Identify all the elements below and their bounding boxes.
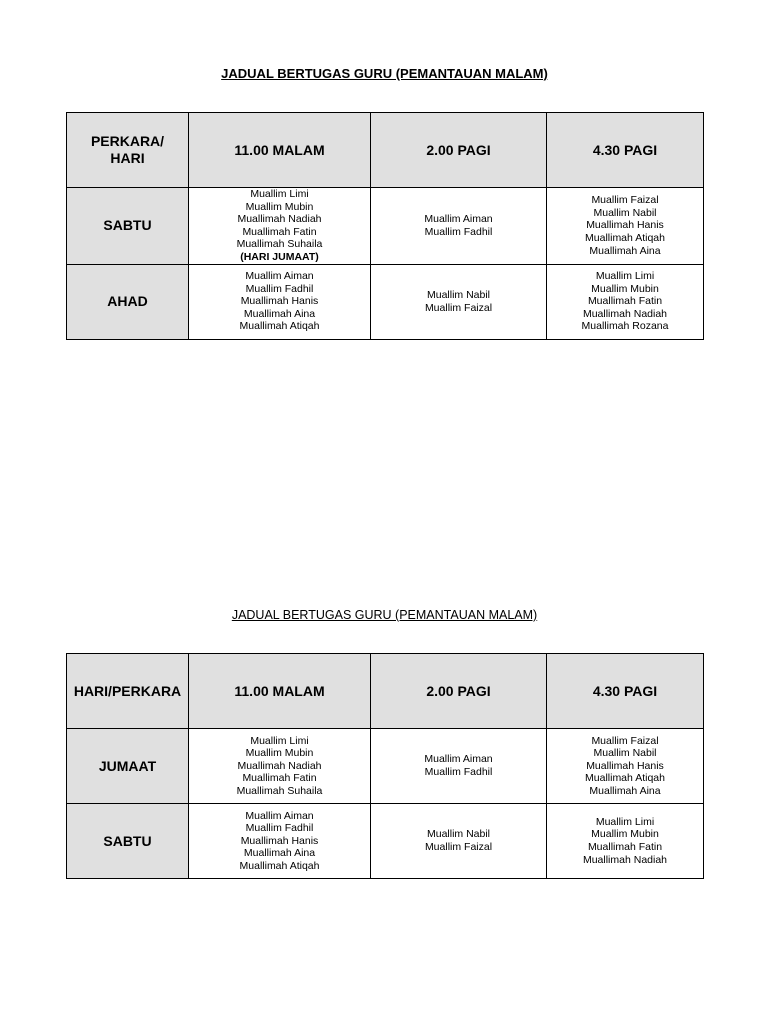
teacher-name: Muallimah Hanis bbox=[586, 759, 664, 772]
teacher-name: Muallim Mubin bbox=[245, 747, 314, 760]
teacher-name: Muallim Faizal bbox=[591, 734, 659, 747]
schedule-2-header-slot-2: 2.00 PAGI bbox=[371, 654, 547, 729]
teacher-name: Muallim Fadhil bbox=[245, 822, 314, 835]
duty-cell bbox=[371, 188, 547, 265]
duty-cell bbox=[371, 804, 547, 879]
schedule-2-header-slot-1: 11.00 MALAM bbox=[189, 654, 371, 729]
teacher-name: Muallimah Nadiah bbox=[582, 853, 668, 866]
schedule-1-title: JADUAL BERTUGAS GURU (PEMANTAUAN MALAM) bbox=[221, 66, 548, 81]
teacher-name: Muallim Limi bbox=[250, 188, 309, 200]
teacher-name: Muallim Aiman bbox=[424, 213, 493, 226]
schedule-2-header-slot-3: 4.30 PAGI bbox=[547, 654, 704, 729]
duty-cell bbox=[189, 188, 371, 265]
teacher-name: Muallim Fadhil bbox=[245, 282, 314, 295]
table-row bbox=[67, 264, 704, 339]
schedule-1-table bbox=[66, 112, 704, 340]
teacher-name: Muallimah Aina bbox=[243, 307, 316, 320]
table-row bbox=[67, 804, 704, 879]
duty-cell bbox=[547, 264, 704, 339]
schedule-1-header-slot-2: 2.00 PAGI bbox=[371, 113, 547, 188]
teacher-name: Muallim Nabil bbox=[426, 288, 490, 301]
teacher-name: Muallim Limi bbox=[595, 815, 655, 828]
teacher-name: Muallim Aiman bbox=[424, 753, 493, 766]
duty-cell bbox=[547, 804, 704, 879]
duty-cell bbox=[371, 729, 547, 804]
note-hari-jumaat: (HARI JUMAAT) bbox=[240, 250, 319, 263]
duty-cell bbox=[371, 264, 547, 339]
teacher-name: Muallim Nabil bbox=[593, 206, 657, 219]
duty-cell bbox=[189, 729, 371, 804]
teacher-name: Muallimah Hanis bbox=[240, 295, 319, 308]
table-row bbox=[67, 188, 704, 265]
teacher-name: Muallimah Aina bbox=[589, 784, 661, 797]
schedule-1-day-ahad: AHAD bbox=[67, 264, 189, 339]
teacher-name: Muallimah Fatin bbox=[242, 225, 317, 238]
teacher-name: Muallim Aiman bbox=[245, 270, 314, 283]
teacher-name: Muallim Mubin bbox=[245, 200, 314, 213]
schedule-2-table bbox=[66, 653, 704, 879]
teacher-name: Muallim Fadhil bbox=[424, 225, 493, 238]
teacher-name: Muallimah Hanis bbox=[240, 834, 319, 847]
schedule-1-header-row bbox=[67, 113, 704, 188]
teacher-name: Muallim Aiman bbox=[245, 809, 314, 822]
duty-cell bbox=[547, 188, 704, 265]
schedule-1 bbox=[66, 66, 703, 346]
teacher-name: Muallimah Nadiah bbox=[582, 307, 668, 320]
schedule-2-title: JADUAL BERTUGAS GURU (PEMANTAUAN MALAM) bbox=[231, 608, 538, 622]
teacher-name: Muallimah Atiqah bbox=[585, 772, 665, 785]
schedule-1-day-sabtu: SABTU bbox=[67, 188, 189, 265]
teacher-name: Muallimah Aina bbox=[589, 244, 661, 257]
schedule-2-day-jumaat: JUMAAT bbox=[67, 729, 189, 804]
teacher-name: Muallimah Fatin bbox=[587, 841, 663, 853]
teacher-name: Muallim Faizal bbox=[424, 301, 493, 314]
teacher-name: Muallim Mubin bbox=[591, 828, 659, 841]
duty-cell bbox=[189, 804, 371, 879]
teacher-name: Muallim Nabil bbox=[593, 747, 657, 760]
teacher-name: Muallimah Atiqah bbox=[239, 320, 320, 333]
duty-cell bbox=[547, 729, 704, 804]
schedule-1-header-slot-1: 11.00 MALAM bbox=[189, 113, 371, 188]
teacher-name: Muallimah Nadiah bbox=[237, 213, 322, 226]
schedule-2-day-sabtu: SABTU bbox=[67, 804, 189, 879]
table-row bbox=[67, 729, 704, 804]
teacher-name: Muallim Mubin bbox=[591, 282, 659, 295]
teacher-name: Muallimah Suhaila bbox=[236, 784, 323, 797]
duty-cell bbox=[189, 264, 371, 339]
schedule-1-header-day-label: PERKARA/ HARI bbox=[90, 133, 165, 166]
schedule-1-header-day bbox=[67, 113, 189, 188]
teacher-name: Muallimah Aina bbox=[243, 847, 316, 860]
teacher-name: Muallim Fadhil bbox=[424, 766, 493, 778]
teacher-name: Muallimah Suhaila bbox=[236, 238, 323, 251]
teacher-name: Muallim Limi bbox=[250, 734, 309, 747]
teacher-name: Muallimah Fatin bbox=[242, 772, 317, 785]
teacher-name: Muallimah Atiqah bbox=[585, 232, 665, 245]
teacher-name: Muallim Faizal bbox=[591, 194, 659, 207]
teacher-name: Muallimah Hanis bbox=[586, 219, 664, 232]
schedule-1-header-slot-3: 4.30 PAGI bbox=[547, 113, 704, 188]
teacher-name: Muallim Limi bbox=[595, 270, 655, 283]
teacher-name: Muallimah Atiqah bbox=[239, 859, 320, 872]
teacher-name: Muallim Nabil bbox=[426, 828, 490, 841]
schedule-2 bbox=[66, 608, 703, 888]
schedule-2-header-row bbox=[67, 654, 704, 729]
teacher-name: Muallim Faizal bbox=[424, 841, 493, 853]
schedule-2-header-day: HARI/PERKARA bbox=[67, 654, 189, 729]
teacher-name: Muallimah Rozana bbox=[581, 320, 669, 333]
teacher-name: Muallimah Nadiah bbox=[237, 759, 322, 772]
teacher-name: Muallimah Fatin bbox=[587, 295, 663, 308]
